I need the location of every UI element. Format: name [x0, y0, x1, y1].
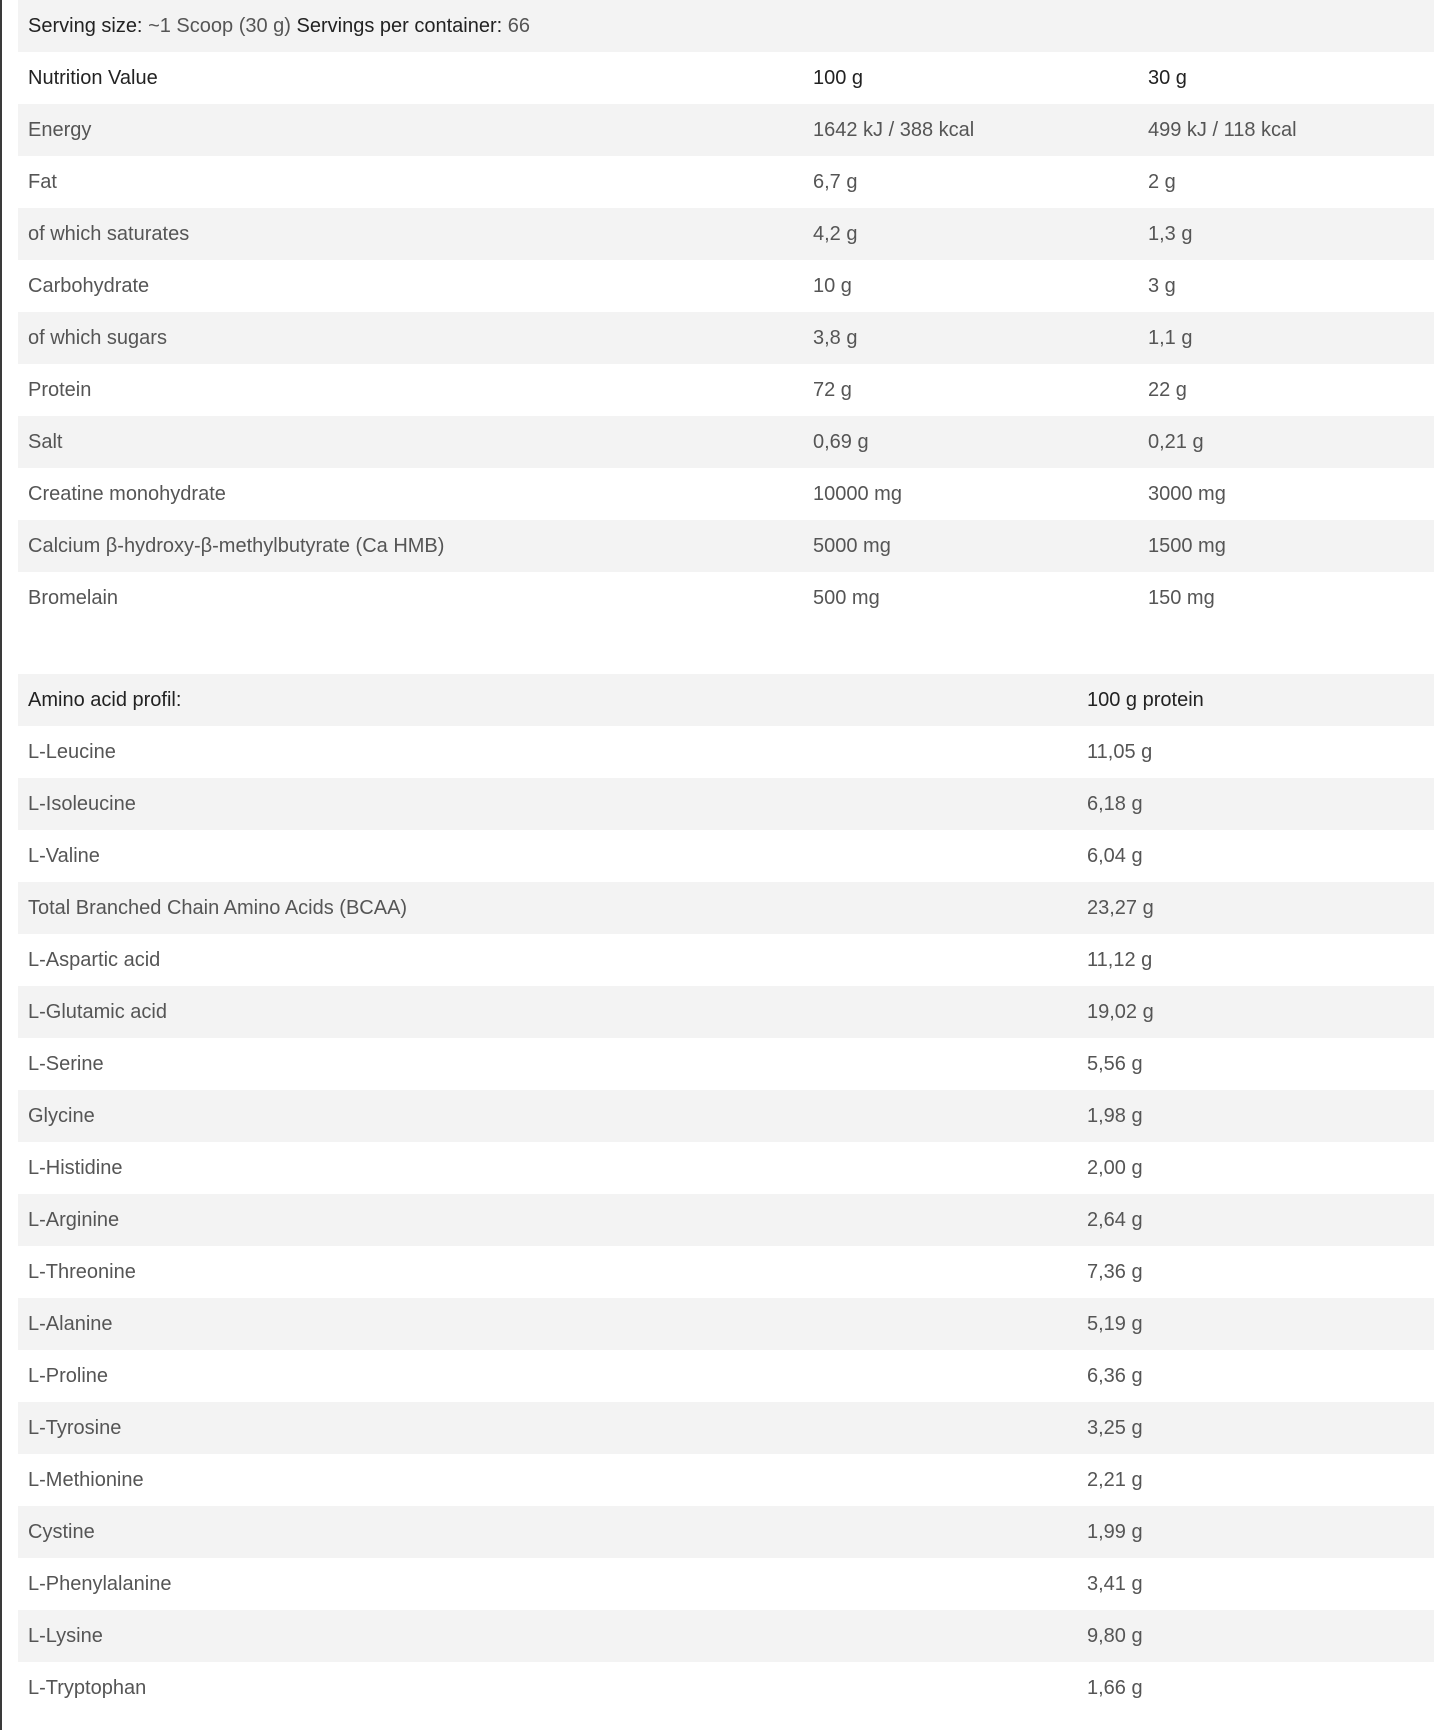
nutrition-cell-name: of which sugars [28, 327, 167, 349]
amino-row [18, 1142, 1434, 1194]
nutrition-row [18, 156, 1434, 208]
amino-cell-name: L-Phenylalanine [28, 1573, 172, 1595]
amino-cell-value: 3,41 g [1087, 1573, 1143, 1595]
nutrition-cell-value: 500 mg [813, 587, 880, 609]
nutrition-row [18, 260, 1434, 312]
amino-header-per-100g-protein: 100 g protein [1087, 689, 1204, 711]
amino-cell-value: 2,64 g [1087, 1209, 1143, 1231]
nutrition-row [18, 104, 1434, 156]
amino-table-body [18, 726, 1434, 1714]
amino-cell-name: L-Threonine [28, 1261, 136, 1283]
amino-row [18, 1298, 1434, 1350]
amino-cell-name: L-Leucine [28, 741, 116, 763]
amino-cell-name: L-Tyrosine [28, 1417, 122, 1439]
nutrition-cell-value: 150 mg [1148, 587, 1215, 609]
nutrition-cell-value: 3 g [1148, 275, 1176, 297]
amino-cell-value: 1,99 g [1087, 1521, 1143, 1543]
nutrition-cell-value: 0,21 g [1148, 431, 1204, 453]
nutrition-cell-value: 499 kJ / 118 kcal [1148, 119, 1297, 141]
amino-row [18, 1662, 1434, 1714]
nutrition-cell-name: Fat [28, 171, 57, 193]
amino-cell-value: 11,05 g [1087, 741, 1153, 763]
amino-cell-name: L-Lysine [28, 1625, 103, 1647]
amino-row [18, 726, 1434, 778]
nutrition-cell-value: 2 g [1148, 171, 1176, 193]
amino-cell-name: L-Aspartic acid [28, 949, 161, 971]
amino-row [18, 778, 1434, 830]
amino-cell-value: 23,27 g [1087, 897, 1154, 919]
serving-size-value: ~1 Scoop (30 g) [148, 15, 291, 37]
amino-cell-name: L-Histidine [28, 1157, 123, 1179]
nutrition-cell-value: 5000 mg [813, 535, 891, 557]
nutrition-cell-value: 1500 mg [1148, 535, 1226, 557]
amino-cell-value: 1,66 g [1087, 1677, 1143, 1699]
amino-row [18, 1194, 1434, 1246]
amino-row [18, 1558, 1434, 1610]
nutrition-cell-value: 72 g [813, 379, 852, 401]
amino-cell-name: Cystine [28, 1521, 95, 1543]
nutrition-panel [18, 0, 1434, 1730]
amino-cell-name: Glycine [28, 1105, 95, 1127]
nutrition-cell-value: 1,3 g [1148, 223, 1193, 245]
amino-cell-name: L-Alanine [28, 1313, 113, 1335]
nutrition-cell-value: 3,8 g [813, 327, 858, 349]
amino-cell-name: L-Proline [28, 1365, 109, 1387]
nutrition-cell-name: Energy [28, 119, 92, 141]
section-gap [18, 624, 1434, 674]
nutrition-header-per-100g: 100 g [813, 67, 864, 89]
amino-cell-value: 3,25 g [1087, 1417, 1143, 1439]
nutrition-cell-name: Bromelain [28, 587, 119, 609]
amino-cell-value: 2,21 g [1087, 1469, 1143, 1491]
amino-row [18, 1038, 1434, 1090]
amino-row [18, 986, 1434, 1038]
amino-cell-value: 6,36 g [1087, 1365, 1143, 1387]
amino-cell-name: L-Tryptophan [28, 1677, 147, 1699]
nutrition-cell-value: 3000 mg [1148, 483, 1226, 505]
nutrition-header-row [18, 52, 1434, 104]
amino-cell-value: 9,80 g [1087, 1625, 1143, 1647]
nutrition-cell-value: 1642 kJ / 388 kcal [813, 119, 975, 141]
amino-cell-name: L-Isoleucine [28, 793, 136, 815]
serving-size-label: Serving size: [28, 15, 143, 37]
nutrition-row [18, 416, 1434, 468]
amino-row [18, 934, 1434, 986]
nutrition-row [18, 468, 1434, 520]
nutrition-cell-name: Salt [28, 431, 63, 453]
nutrition-cell-value: 22 g [1148, 379, 1187, 401]
nutrition-row [18, 364, 1434, 416]
amino-row [18, 1506, 1434, 1558]
nutrition-cell-value: 1,1 g [1148, 327, 1193, 349]
amino-row [18, 1350, 1434, 1402]
nutrition-row [18, 312, 1434, 364]
amino-cell-name: Total Branched Chain Amino Acids (BCAA) [28, 897, 408, 919]
amino-cell-name: L-Methionine [28, 1469, 144, 1491]
amino-row [18, 1246, 1434, 1298]
amino-row [18, 1090, 1434, 1142]
amino-cell-value: 1,98 g [1087, 1105, 1143, 1127]
amino-cell-value: 2,00 g [1087, 1157, 1143, 1179]
amino-cell-value: 19,02 g [1087, 1001, 1154, 1023]
amino-cell-value: 11,12 g [1087, 949, 1153, 971]
amino-cell-value: 6,18 g [1087, 793, 1143, 815]
amino-row [18, 830, 1434, 882]
nutrition-header-name: Nutrition Value [28, 67, 158, 89]
amino-cell-name: L-Valine [28, 845, 100, 867]
nutrition-table-body [18, 104, 1434, 624]
left-border [0, 0, 2, 1730]
amino-cell-name: L-Serine [28, 1053, 104, 1075]
nutrition-cell-name: Creatine monohydrate [28, 483, 226, 505]
nutrition-cell-value: 4,2 g [813, 223, 858, 245]
amino-header-row [18, 674, 1434, 726]
nutrition-header-per-serving: 30 g [1148, 67, 1187, 89]
amino-row [18, 1610, 1434, 1662]
nutrition-cell-name: Calcium β-hydroxy-β-methylbutyrate (Ca HMB) [28, 535, 445, 557]
amino-row [18, 882, 1434, 934]
nutrition-cell-value: 0,69 g [813, 431, 869, 453]
amino-cell-name: L-Arginine [28, 1209, 120, 1231]
nutrition-cell-name: Protein [28, 379, 92, 401]
nutrition-row [18, 208, 1434, 260]
serving-info-row [18, 0, 1434, 52]
nutrition-cell-value: 10 g [813, 275, 852, 297]
amino-cell-value: 5,56 g [1087, 1053, 1143, 1075]
nutrition-row [18, 572, 1434, 624]
amino-cell-value: 6,04 g [1087, 845, 1143, 867]
nutrition-cell-value: 6,7 g [813, 171, 858, 193]
amino-cell-value: 7,36 g [1087, 1261, 1143, 1283]
amino-header-name: Amino acid profil: [28, 689, 182, 711]
servings-per-container-label: Servings per container: [296, 15, 503, 37]
nutrition-cell-name: Carbohydrate [28, 275, 150, 297]
amino-cell-name: L-Glutamic acid [28, 1001, 167, 1023]
nutrition-row [18, 520, 1434, 572]
nutrition-cell-value: 10000 mg [813, 483, 902, 505]
nutrition-cell-name: of which saturates [28, 223, 190, 245]
servings-per-container-value: 66 [507, 15, 530, 37]
amino-row [18, 1454, 1434, 1506]
amino-row [18, 1402, 1434, 1454]
amino-cell-value: 5,19 g [1087, 1313, 1143, 1335]
